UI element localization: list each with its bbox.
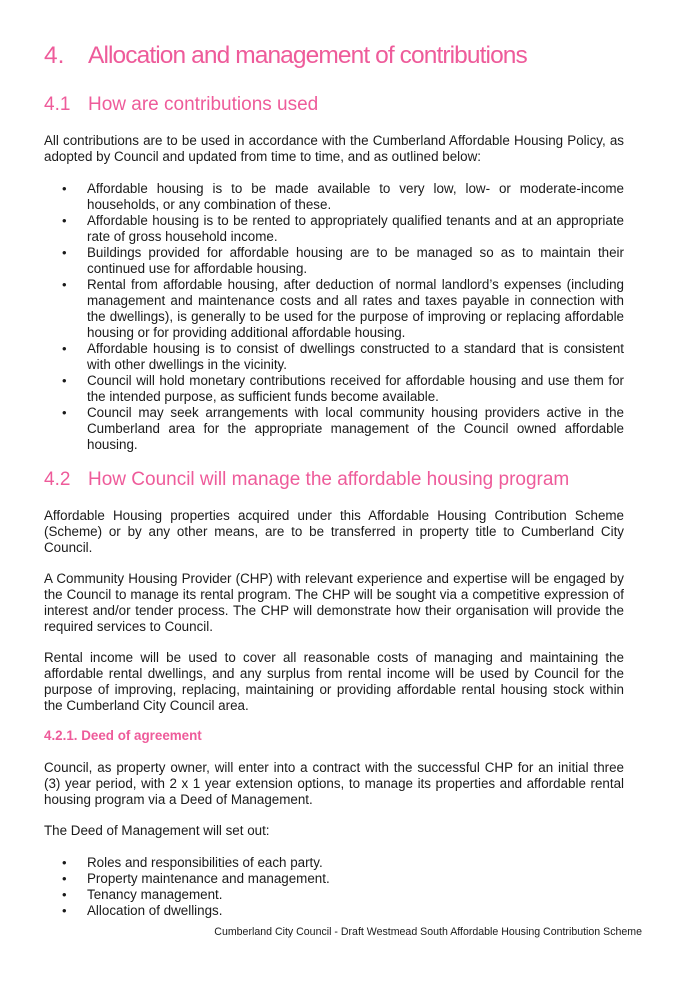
list-item: • Affordable housing is to consist of dwellings constructed to a standard that is consistent with other dwellings in the vicinity. [44, 341, 624, 373]
list-item: • Property maintenance and management. [44, 871, 624, 887]
page-footer: Cumberland City Council - Draft Westmead South Affordable Housing Contribution Scheme [214, 926, 642, 938]
section-title: How are contributions used [88, 94, 319, 115]
list-item: • Allocation of dwellings. [44, 903, 624, 919]
contribution-use-list [44, 181, 624, 453]
section-title: Allocation and management of contributions [88, 42, 527, 69]
paragraph: Rental income will be used to cover all reasonable costs of managing and maintaining the affordable rental dwellings, and any surplus from rental income will be used by Council for the purpose of improving, replacing, maintaining or providing affordable rental housing stock within the Cumberland City Council area. [44, 650, 624, 713]
paragraph: The Deed of Management will set out: [44, 823, 270, 838]
paragraph: Affordable Housing properties acquired under this Affordable Housing Contribution Scheme (Scheme) or by any other means, are to be transferred in property title to Cumberland City Council. [44, 508, 624, 555]
paragraph: Council, as property owner, will enter into a contract with the successful CHP for an initial three (3) year period, with 2 x 1 year extension options, to manage its properties and affordable rental housing program via a Deed of Management. [44, 760, 624, 807]
section-heading-4-2 [44, 469, 569, 491]
paragraph: A Community Housing Provider (CHP) with relevant experience and expertise will be engaged by the Council to manage its rental program. The CHP will be sought via a competitive expression of interest and/or tender process. The CHP will demonstrate how their organisation will provide the required services to Council. [44, 571, 624, 634]
list-item: • Roles and responsibilities of each party. [44, 855, 624, 871]
subsection-heading-4-2-1: 4.2.1. Deed of agreement [44, 728, 202, 743]
section-number: 4. [44, 42, 65, 69]
section-heading-4 [44, 42, 527, 70]
section-number: 4.1 [44, 94, 71, 115]
section-title: How Council will manage the affordable housing program [88, 469, 570, 490]
deed-contents-list [44, 855, 624, 919]
list-item: • Council may seek arrangements with local community housing providers active in the Cumberland area for the appropriate management of the Council owned affordable housing. [44, 405, 624, 453]
list-item: • Buildings provided for affordable housing are to be managed so as to maintain their continued use for affordable housing. [44, 245, 624, 277]
list-item: • Affordable housing is to be rented to appropriately qualified tenants and at an appropriate rate of gross household income. [44, 213, 624, 245]
list-item: • Affordable housing is to be made available to very low, low- or moderate-income households, or any combination of these. [44, 181, 624, 213]
list-item: • Council will hold monetary contributions received for affordable housing and use them for the intended purpose, as sufficient funds become available. [44, 373, 624, 405]
list-item: • Rental from affordable housing, after deduction of normal landlord’s expenses (including management and maintenance costs and all rates and taxes payable in connection with the dwellings), is generally to be used for the purpose of improving or replacing affordable housing or for providing additional affordable housing. [44, 277, 624, 341]
intro-paragraph: All contributions are to be used in accordance with the Cumberland Affordable Housing Policy, as adopted by Council and updated from time to time, and as outlined below: [44, 133, 624, 164]
list-item: • Tenancy management. [44, 887, 624, 903]
section-number: 4.2 [44, 469, 71, 490]
section-heading-4-1 [44, 94, 318, 116]
